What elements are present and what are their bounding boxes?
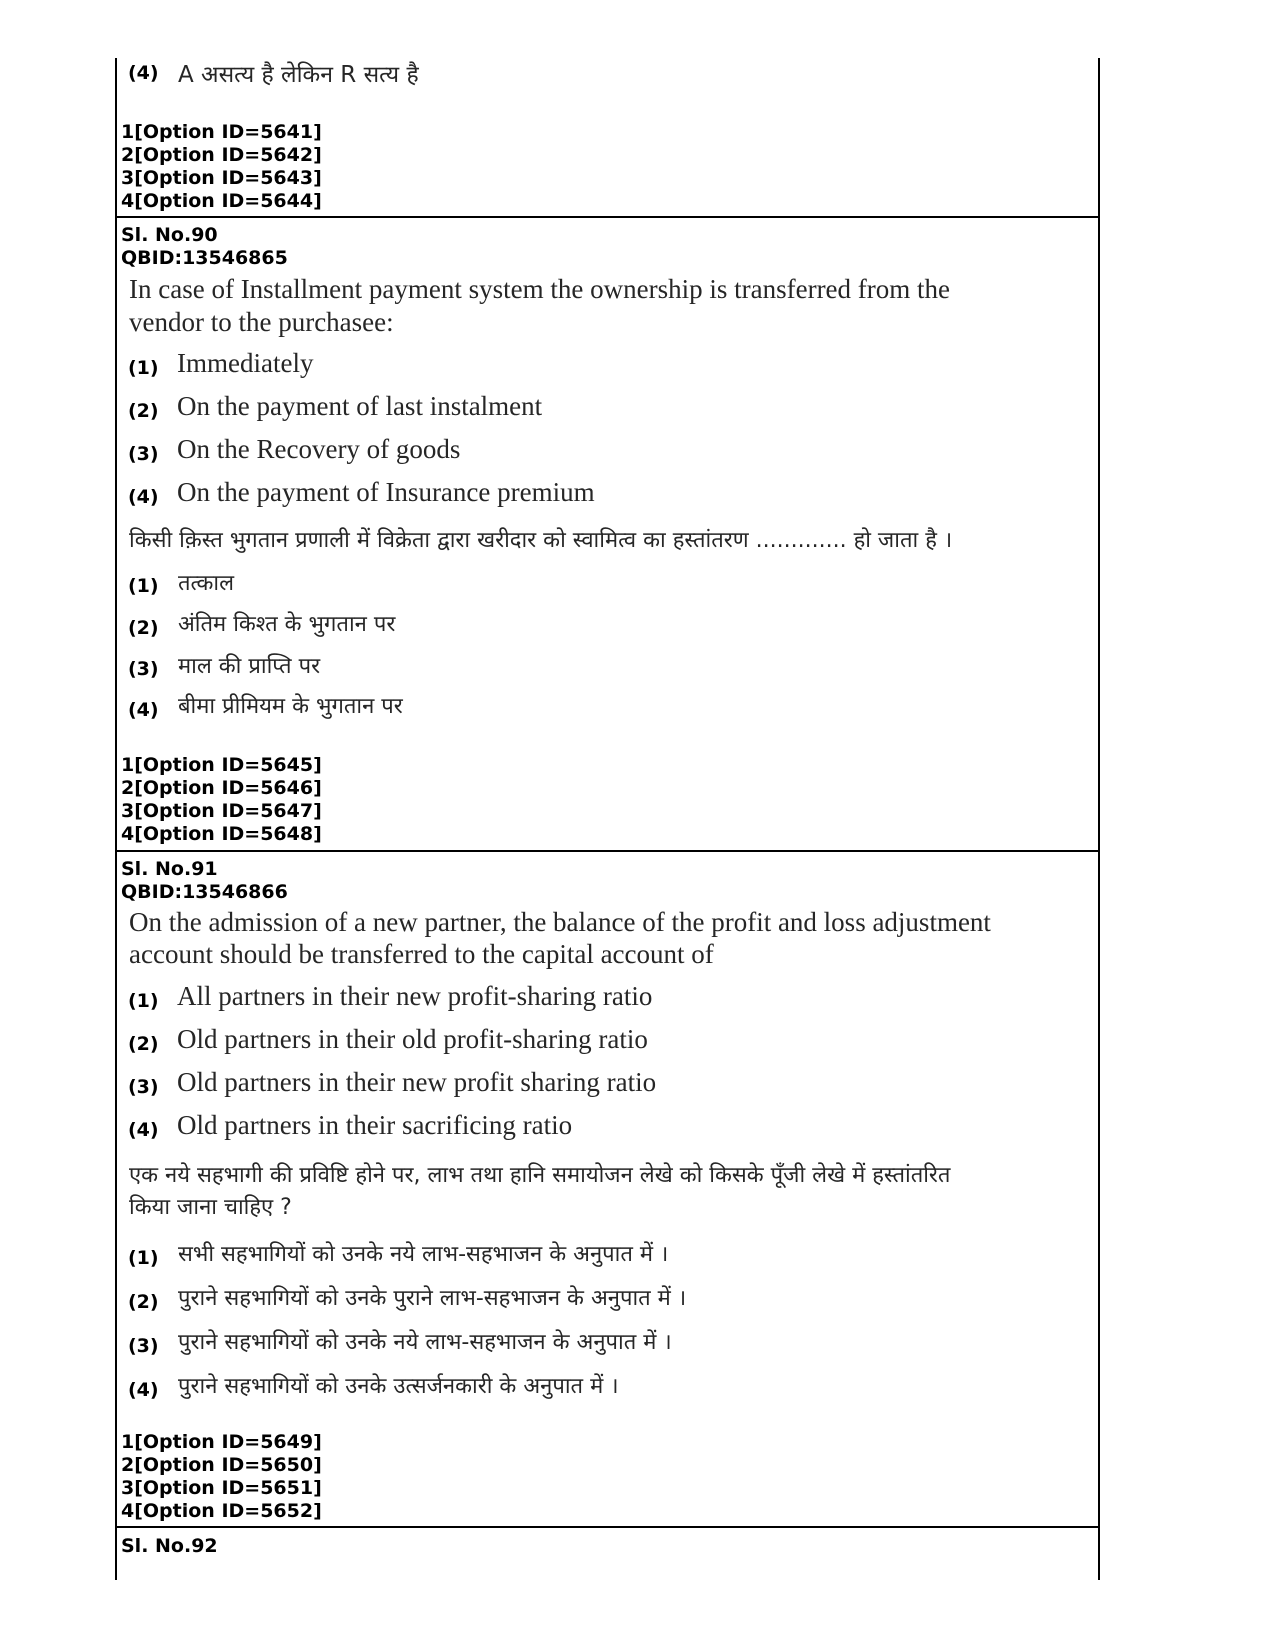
prev-option-4-number: (4)	[128, 62, 159, 84]
option-id-line: 3[Option ID=5643]	[121, 167, 322, 189]
option-number: (4)	[128, 486, 159, 508]
option-text-en: Old partners in their new profit sharing ratio	[177, 1067, 657, 1097]
question-bank-id: QBID:13546865	[121, 247, 288, 269]
option-text-hi: सभी सहभागियों को उनके नये लाभ-सहभाजन के अनुपात में ।	[178, 1242, 669, 1267]
serial-number: Sl. No.92	[121, 1535, 218, 1557]
question-bank-id: QBID:13546866	[121, 881, 288, 903]
prev-option-ids	[121, 121, 322, 213]
option-number: (3)	[128, 1076, 159, 1098]
option-number: (3)	[128, 1335, 159, 1357]
option-id-line: 2[Option ID=5646]	[121, 777, 322, 799]
option-text-hi: पुराने सहभागियों को उनके नये लाभ-सहभाजन के अनुपात में ।	[178, 1330, 672, 1355]
option-text-hi: बीमा प्रीमियम के भुगतान पर	[178, 694, 403, 719]
option-number: (1)	[128, 990, 159, 1012]
serial-number: Sl. No.91	[121, 858, 218, 880]
question-text-en: vendor to the purchasee:	[129, 307, 394, 337]
option-id-line: 1[Option ID=5645]	[121, 754, 322, 776]
question-text-hi: किया जाना चाहिए ?	[129, 1195, 292, 1220]
question-text-hi: किसी क़िस्त भुगतान प्रणाली में विक्रेता द्वारा खरीदार को स्वामित्व का हस्तांतरण ............. हो जाता है ।	[129, 528, 953, 553]
prev-option-4-text: A असत्य है लेकिन R सत्य है	[178, 62, 419, 88]
option-number: (2)	[128, 1291, 159, 1313]
option-number: (3)	[128, 658, 159, 680]
option-number: (3)	[128, 443, 159, 465]
option-text-en: On the payment of Insurance premium	[177, 477, 595, 507]
option-text-en: On the payment of last instalment	[177, 391, 543, 421]
option-id-line: 3[Option ID=5651]	[121, 1477, 322, 1499]
question-text-en: In case of Installment payment system the ownership is transferred from the	[129, 274, 951, 304]
option-text-en: All partners in their new profit-sharing ratio	[177, 981, 653, 1011]
option-text-en: On the Recovery of goods	[177, 434, 461, 464]
option-number: (4)	[128, 1119, 159, 1141]
option-number: (2)	[128, 617, 159, 639]
option-text-hi: पुराने सहभागियों को उनके पुराने लाभ-सहभाजन के अनुपात में ।	[178, 1286, 687, 1311]
option-number: (2)	[128, 400, 159, 422]
option-id-line: 4[Option ID=5648]	[121, 823, 322, 845]
option-id-line: 1[Option ID=5641]	[121, 121, 322, 143]
option-text-en: Immediately	[177, 348, 314, 378]
question-text-en: On the admission of a new partner, the balance of the profit and loss adjustment	[129, 907, 991, 937]
option-text-hi: पुराने सहभागियों को उनके उत्सर्जनकारी के अनुपात में ।	[178, 1374, 619, 1399]
row-divider	[115, 216, 1100, 218]
option-id-line: 2[Option ID=5642]	[121, 144, 322, 166]
option-text-hi: तत्काल	[178, 571, 234, 596]
option-text-hi: अंतिम किश्त के भुगतान पर	[178, 612, 396, 637]
option-number: (2)	[128, 1033, 159, 1055]
option-text-en: Old partners in their sacrificing ratio	[177, 1110, 573, 1140]
option-id-line: 4[Option ID=5644]	[121, 190, 322, 212]
option-number: (1)	[128, 1247, 159, 1269]
question-text-en: account should be transferred to the capital account of	[129, 939, 714, 969]
option-number: (1)	[128, 575, 159, 597]
option-number: (1)	[128, 357, 159, 379]
option-number: (4)	[128, 699, 159, 721]
option-text-en: Old partners in their old profit-sharing ratio	[177, 1024, 648, 1054]
option-id-line: 2[Option ID=5650]	[121, 1454, 322, 1476]
row-divider	[115, 1526, 1100, 1528]
question-text-hi: एक नये सहभागी की प्रविष्टि होने पर, लाभ तथा हानि समायोजन लेखे को किसके पूँजी लेखे में हस्तांतरित	[129, 1163, 951, 1188]
option-number: (4)	[128, 1379, 159, 1401]
option-id-line: 3[Option ID=5647]	[121, 800, 322, 822]
row-divider	[115, 850, 1100, 852]
option-id-line: 1[Option ID=5649]	[121, 1431, 322, 1453]
option-ids	[121, 754, 322, 846]
option-id-line: 4[Option ID=5652]	[121, 1500, 322, 1522]
option-ids	[121, 1431, 322, 1523]
option-text-hi: माल की प्राप्ति पर	[178, 654, 321, 679]
serial-number: Sl. No.90	[121, 224, 218, 246]
